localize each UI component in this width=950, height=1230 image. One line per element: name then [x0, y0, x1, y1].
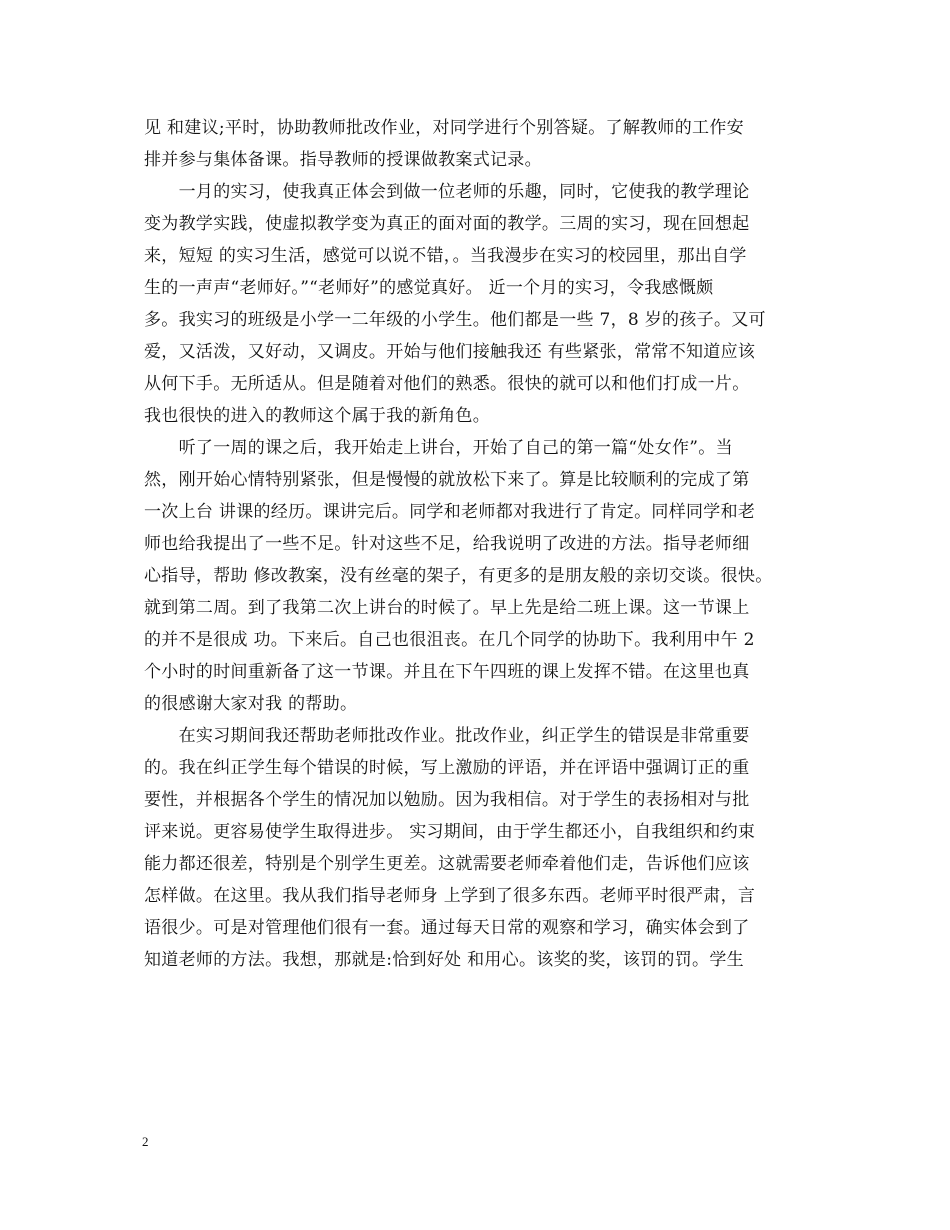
text-line: 怎样做。在这里。我从我们指导老师身 上学到了很多东西。老师平时很严肃，言 [144, 886, 756, 906]
text-line: 听了一周的课之后，我开始走上讲台，开始了自己的第一篇“处女作”。当 [144, 438, 733, 458]
text-line: 的。我在纠正学生每个错误的时候，写上激励的评语，并在评语中强调订正的重 [144, 758, 750, 778]
text-line: 然，刚开始心情特别紧张，但是慢慢的就放松下来了。算是比较顺利的完成了第 [144, 470, 750, 490]
text-line: 从何下手。无所适从。但是随着对他们的熟悉。很快的就可以和他们打成一片。 [144, 374, 750, 394]
text-line: 语很少。可是对管理他们很有一套。通过每天日常的观察和学习，确实体会到了 [144, 918, 750, 938]
text-line: 排并参与集体备课。指导教师的授课做教案式记录。 [144, 150, 542, 170]
text-line: 要性，并根据各个学生的情况加以勉励。因为我相信。对于学生的表扬相对与批 [144, 790, 750, 810]
text-line: 的并不是很成 功。下来后。自己也很沮丧。在几个同学的协助下。我利用中午 2 [144, 630, 755, 650]
text-line: 评来说。更容易使学生取得进步。 实习期间，由于学生都还小，自我组织和约束 [144, 822, 756, 842]
text-line: 心指导，帮助 修改教案，没有丝毫的架子，有更多的是朋友般的亲切交谈。很快。 [144, 566, 773, 586]
text-line: 变为教学实践，使虚拟教学变为真正的面对面的教学。三周的实习，现在回想起 [144, 214, 750, 234]
text-line: 爱，又活泼，又好动，又调皮。开始与他们接触我还 有些紧张，常常不知道应该 [144, 342, 756, 362]
text-line: 我也很快的进入的教师这个属于我的新角色。 [144, 406, 490, 426]
text-line: 生的一声声“老师好。”“老师好”的感觉真好。 近一个月的实习，令我感慨颇 [144, 278, 714, 298]
text-line: 个小时的时间重新备了这一节课。并且在下午四班的课上发挥不错。在这里也真 [144, 662, 750, 682]
text-line: 在实习期间我还帮助老师批改作业。批改作业，纠正学生的错误是非常重要 [144, 726, 750, 746]
text-line: 就到第二周。到了我第二次上讲台的时候了。早上先是给二班上课。这一节课上 [144, 598, 750, 618]
text-line: 见 和建议;平时，协助教师批改作业，对同学进行个别答疑。了解教师的工作安 [144, 118, 744, 138]
text-line: 师也给我提出了一些不足。针对这些不足，给我说明了改进的方法。指导老师细 [144, 534, 750, 554]
body-text [144, 112, 824, 976]
text-line: 能力都还很差，特别是个别学生更差。这就需要老师牵着他们走，告诉他们应该 [144, 854, 750, 874]
text-line: 多。我实习的班级是小学一二年级的小学生。他们都是一些 7，8 岁的孩子。又可 [144, 310, 766, 330]
text-line: 来，短短 的实习生活，感觉可以说不错，。当我漫步在实习的校园里，那出自学 [144, 246, 747, 266]
text-line: 知道老师的方法。我想，那就是:恰到好处 和用心。该奖的奖，该罚的罚。学生 [144, 950, 744, 970]
text-line: 的很感谢大家对我 的帮助。 [144, 694, 358, 714]
text-line: 一次上台 讲课的经历。课讲完后。同学和老师都对我进行了肯定。同样同学和老 [144, 502, 756, 522]
page-number: 2 [142, 1134, 149, 1149]
text-line: 一月的实习，使我真正体会到做一位老师的乐趣，同时，它使我的教学理论 [144, 182, 750, 202]
